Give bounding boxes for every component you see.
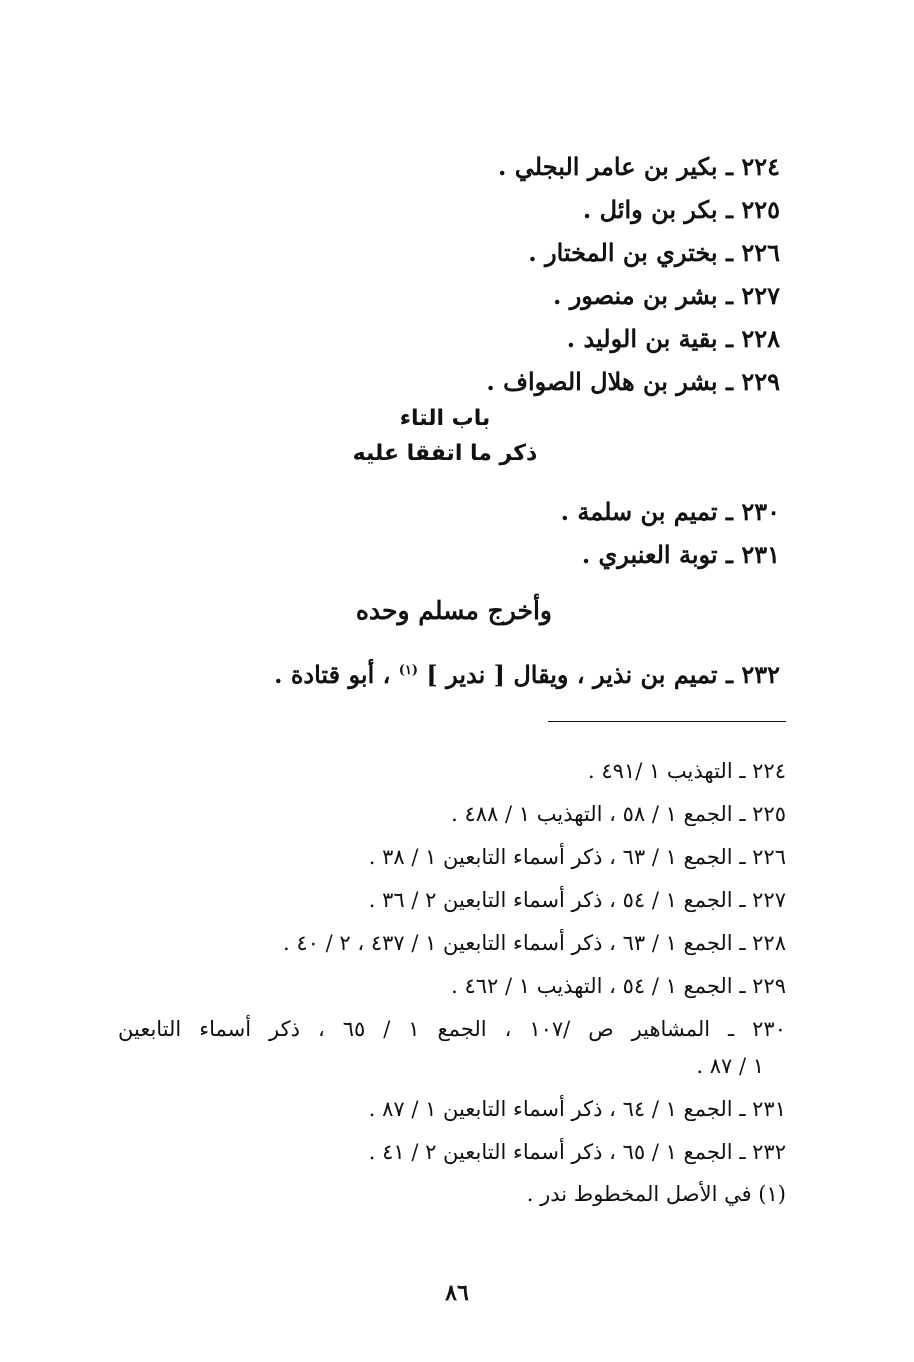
entry-232-text: ٢٣٢ ـ تميم بن نذير ، ويقال [ ندير ]: [426, 660, 780, 689]
footnote-divider: [548, 721, 786, 722]
footnote-224: ٢٢٤ ـ التهذيب ١ /٤٩١ .: [587, 759, 786, 783]
footnote-231: ٢٣١ ـ الجمع ١ / ٦٤ ، ذكر أسماء التابعين ١ / ٨٧ .: [368, 1097, 786, 1121]
entry-230: ٢٣٠ ـ تميم بن سلمة .: [560, 497, 780, 526]
footnote-228: ٢٢٨ ـ الجمع ١ / ٦٣ ، ذكر أسماء التابعين ١ / ٤٣٧ ، ٢ / ٤٠ .: [283, 931, 786, 955]
entry-225: ٢٢٥ ـ بكر بن وائل .: [582, 195, 780, 224]
footnote-232: ٢٣٢ ـ الجمع ١ / ٦٥ ، ذكر أسماء التابعين ٢ / ٤١ .: [368, 1140, 786, 1164]
section-subtitle: ذكر ما اتفقا عليه: [352, 441, 538, 466]
footnote-marker[interactable]: (١): [398, 663, 418, 678]
footnote-226: ٢٢٦ ـ الجمع ١ / ٦٣ ، ذكر أسماء التابعين ١ / ٣٨ .: [368, 845, 786, 869]
footnote-229: ٢٢٩ ـ الجمع ١ / ٥٤ ، التهذيب ١ / ٤٦٢ .: [451, 974, 786, 998]
entry-231: ٢٣١ ـ توبة العنبري .: [581, 540, 780, 569]
footnote-230-line1: ٢٣٠ ـ المشاهير ص /١٠٧ ، الجمع ١ / ٦٥ ، ذكر أسماء التابعين: [118, 1017, 786, 1041]
entry-227: ٢٢٧ ـ بشر بن منصور .: [552, 281, 780, 310]
footnote-225: ٢٢٥ ـ الجمع ١ / ٥٨ ، التهذيب ١ / ٤٨٨ .: [451, 802, 786, 826]
entry-224: ٢٢٤ ـ بكير بن عامر البجلي .: [498, 152, 780, 181]
entry-226: ٢٢٦ ـ بختري بن المختار .: [528, 238, 780, 267]
manuscript-note: (١) في الأصل المخطوط ندر .: [526, 1182, 786, 1206]
page-number: ٨٦: [445, 1280, 469, 1306]
footnote-227: ٢٢٧ ـ الجمع ١ / ٥٤ ، ذكر أسماء التابعين ٢ / ٣٦ .: [368, 888, 786, 912]
section-title: باب التاء: [399, 406, 491, 431]
entry-232-tail: ، أبو قتادة .: [274, 660, 391, 689]
muslim-heading: وأخرج مسلم وحده: [355, 596, 552, 625]
entry-232: [274, 656, 780, 690]
entry-229: ٢٢٩ ـ بشر بن هلال الصواف .: [486, 367, 780, 396]
footnote-230-line2: ١ / ٨٧ .: [696, 1054, 764, 1078]
entry-228: ٢٢٨ ـ بقية بن الوليد .: [566, 324, 780, 353]
